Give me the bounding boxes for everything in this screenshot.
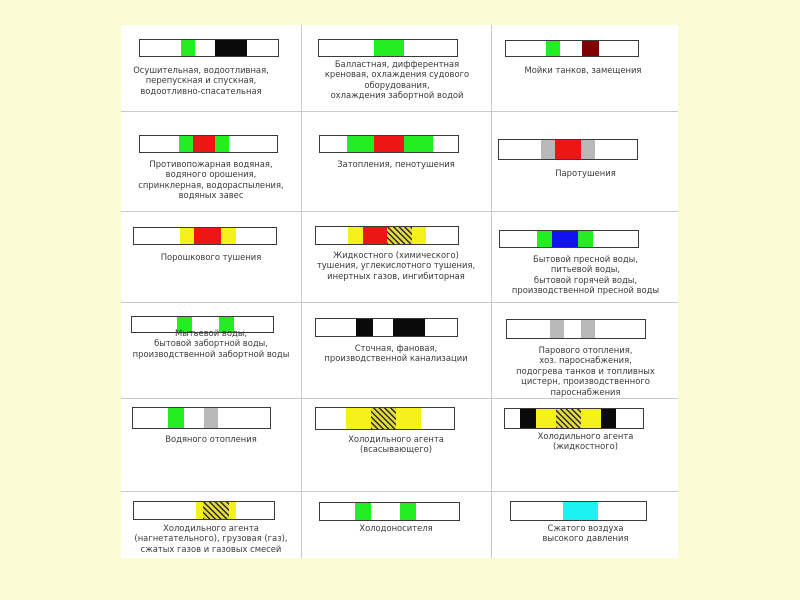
pipe-label (493, 254, 678, 296)
pipe-label-line: креновая, охлаждения судового (324, 69, 470, 80)
black-ring-segment (601, 409, 616, 428)
column-divider (491, 25, 492, 558)
yellow-ring-segment (412, 227, 426, 244)
yellow-ring-segment (196, 502, 203, 519)
pipe-label-line: оборудования, (364, 79, 430, 90)
pipe-label-line: (нагнетательного), грузовая (газ), (134, 533, 288, 544)
pipe-label-line: спринклерная, водораспыления, (138, 179, 284, 190)
pipe-label-line: (всасывающего) (359, 444, 433, 455)
pipe-label-line: пароснабжения (550, 386, 621, 397)
pipe-label-line: производственной канализации (324, 353, 468, 364)
pipe-label-line: Осушительная, водоотливная, (133, 65, 269, 75)
pipe-label (493, 168, 678, 178)
pipe-marking-table (121, 25, 678, 558)
row-divider (121, 491, 678, 492)
red-ring-segment (374, 136, 404, 152)
pipe-label-line: Бытовой пресной воды, (533, 254, 638, 264)
pipe-label (121, 328, 301, 359)
green-ring-segment (215, 136, 229, 152)
hatched-ring-segment (387, 227, 412, 244)
row-divider (121, 398, 678, 399)
pipe-label-line: водяного орошения, (165, 169, 257, 180)
gray-ring-segment (581, 320, 595, 338)
pipe-label-line: Сжатого воздуха (547, 523, 624, 533)
pipe-label-line: Парового отопления, (538, 345, 633, 355)
pipe-label (303, 59, 491, 101)
row-divider (121, 302, 678, 303)
green-ring-segment (537, 231, 552, 247)
row-divider (121, 111, 678, 112)
pipe-label-line: высокого давления (542, 533, 629, 544)
pipe-band (139, 135, 278, 153)
pipe-band (504, 408, 644, 429)
red-ring-segment (194, 228, 221, 244)
red-ring-segment (193, 136, 215, 152)
brown-ring-segment (582, 41, 599, 56)
pipe-band (315, 407, 455, 430)
green-ring-segment (400, 503, 416, 520)
pipe-band (133, 227, 277, 245)
pipe-label (493, 431, 678, 452)
black-ring-segment (356, 319, 373, 336)
cyan-ring-segment (563, 502, 598, 520)
pipe-label-line: (жидкостного) (552, 441, 619, 452)
pipe-label-line: перепускная и спускная, (145, 75, 257, 86)
pipe-label-line: производственной пресной воды (511, 285, 660, 296)
pipe-band (499, 230, 639, 248)
yellow-ring-segment (536, 409, 556, 428)
pipe-band (132, 407, 271, 429)
gray-ring-segment (581, 140, 595, 159)
pipe-label-line: цистерн, производственного (521, 376, 650, 387)
column-divider (301, 25, 302, 558)
pipe-label (493, 523, 678, 544)
yellow-ring-segment (396, 408, 421, 429)
red-ring-segment (363, 227, 387, 244)
blue-ring-segment (552, 231, 578, 247)
green-ring-segment (168, 408, 184, 428)
pipe-label (493, 345, 678, 397)
gray-ring-segment (550, 320, 564, 338)
pipe-label-line: охлаждения забортной водой (330, 90, 464, 101)
pipe-label-line: Мытьевой воды, (174, 328, 248, 338)
yellow-ring-segment (229, 502, 236, 519)
red-ring-segment (555, 140, 581, 159)
pipe-label-line: бытовой горячей воды, (533, 274, 638, 285)
yellow-ring-segment (221, 228, 236, 244)
pipe-band (319, 502, 460, 521)
pipe-label-line: бытовой забортной воды, (154, 338, 268, 349)
black-ring-segment (520, 409, 536, 428)
pipe-label-line: подогрева танков и топливных (516, 365, 655, 376)
pipe-band (318, 39, 458, 57)
green-ring-segment (181, 40, 195, 56)
pipe-label (121, 434, 301, 444)
pipe-band (319, 135, 459, 153)
green-ring-segment (347, 136, 374, 152)
yellow-ring-segment (180, 228, 194, 244)
pipe-label-line: питьевой воды, (550, 264, 621, 275)
pipe-label (121, 65, 281, 96)
green-ring-segment (355, 503, 371, 520)
pipe-label (121, 252, 301, 262)
pipe-label-line: инертных газов, ингибиторная (327, 270, 465, 281)
pipe-label (121, 159, 301, 201)
pipe-label-line: Паротушения (555, 168, 616, 178)
pipe-label-line: водоотливно-спасательная (140, 85, 262, 96)
black-ring-segment (215, 40, 247, 56)
pipe-band (315, 226, 459, 245)
black-ring-segment (393, 319, 425, 336)
green-ring-segment (578, 231, 593, 247)
pipe-label (301, 434, 491, 455)
pipe-label-line: Холодоносителя (359, 523, 433, 533)
pipe-label-line: Холодильного агента (537, 431, 634, 441)
pipe-label-line: Балластная, дифферентная (334, 59, 460, 69)
pipe-label-line: Водяного отопления (165, 434, 257, 444)
pipe-label-line: Противопожарная водяная, (149, 159, 273, 169)
pipe-label (301, 523, 491, 533)
hatched-ring-segment (371, 408, 396, 429)
pipe-label (493, 65, 673, 75)
pipe-band (139, 39, 279, 57)
pipe-label-line: Холодильного агента (348, 434, 444, 444)
green-ring-segment (179, 136, 193, 152)
pipe-band (315, 318, 458, 337)
pipe-label-line: сжатых газов и газовых смесей (140, 543, 282, 554)
pipe-band (506, 319, 646, 339)
pipe-label-line: Сточная, фановая, (354, 343, 438, 353)
pipe-label-line: производственной забортной воды (132, 348, 290, 359)
hatched-ring-segment (556, 409, 581, 428)
yellow-ring-segment (348, 227, 363, 244)
pipe-label-line: Мойки танков, замещения (524, 65, 642, 75)
gray-ring-segment (204, 408, 218, 428)
pipe-label-line: Жидкостного (химического) (333, 250, 459, 260)
green-ring-segment (374, 40, 404, 56)
pipe-label (301, 159, 491, 169)
pipe-band (510, 501, 647, 521)
pipe-label-line: Затопления, пенотушения (337, 159, 455, 169)
gray-ring-segment (541, 140, 555, 159)
pipe-label-line: хоз. пароснабжения, (539, 355, 632, 366)
pipe-label (121, 523, 301, 554)
pipe-band (498, 139, 638, 160)
pipe-label-line: Порошкового тушения (160, 252, 262, 262)
hatched-ring-segment (203, 502, 229, 519)
green-ring-segment (404, 136, 433, 152)
pipe-label (301, 343, 491, 364)
green-ring-segment (546, 41, 560, 56)
row-divider (121, 211, 678, 212)
pipe-label-line: водяных завес (178, 190, 244, 201)
pipe-label (301, 250, 491, 281)
pipe-band (133, 501, 275, 520)
yellow-ring-segment (346, 408, 371, 429)
pipe-label-line: тушения, углекислотного тушения, (316, 260, 476, 271)
yellow-ring-segment (581, 409, 601, 428)
pipe-band (505, 40, 639, 57)
pipe-label-line: Холодильного агента (163, 523, 259, 533)
